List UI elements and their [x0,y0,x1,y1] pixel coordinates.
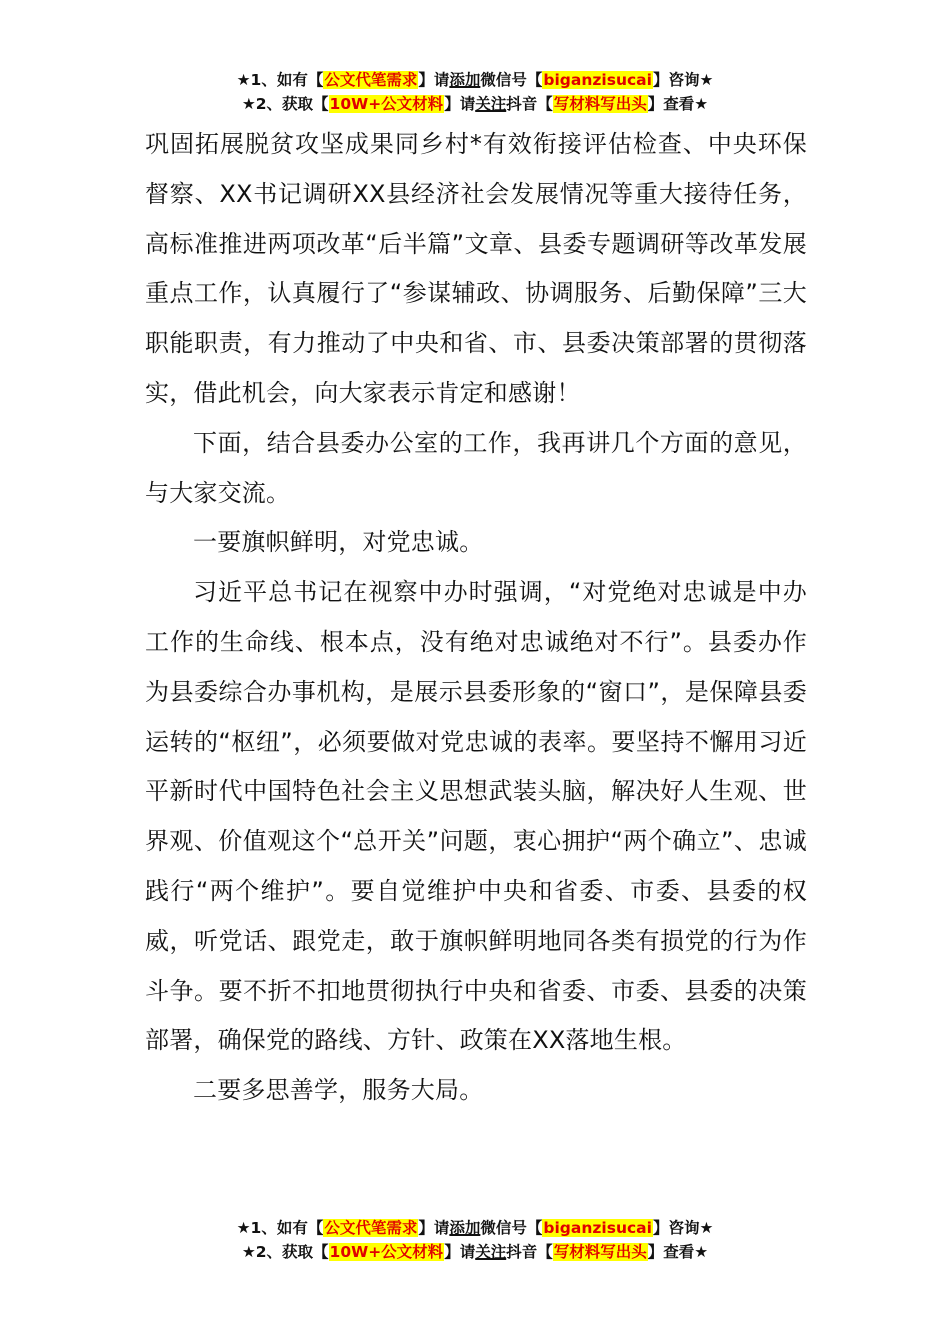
promo-line-2 [0,92,950,116]
promo-emphasis: 关注 [475,95,507,113]
promo-emphasis: 关注 [475,1243,507,1261]
section-heading: 一要旗帜鲜明，对党忠诚。 [193,528,484,557]
promo-text: 微信号【 [480,71,543,89]
promo-banner-top [0,68,950,116]
promo-text: 】查看★ [647,1243,709,1261]
promo-highlight: 10W+公文材料 [329,95,444,113]
section-heading: 二要多思善学，服务大局。 [193,1076,484,1105]
promo-text: 】请 [444,95,476,113]
promo-highlight: 公文代笔需求 [324,71,418,89]
promo-text: ★2、获取【 [241,95,329,113]
promo-text: 】咨询★ [652,71,714,89]
promo-highlight: 10W+公文材料 [329,1243,444,1261]
paragraph: 巩固拓展脱贫攻坚成果同乡村*有效衔接评估检查、中央环保督察、XX书记调研XX县经济社会发展情况等重大接待任务，高标准推进两项改革“后半篇”文章、县委专题调研等改革发展重点工作，认真履行了“参谋辅政、协调服务、后勤保障”三大职能职责，有力推动了中央和省、市、县委决策部署的贯彻落实，借此机会，向大家表示肯定和感谢！ [145,130,807,407]
promo-banner-bottom [0,1216,950,1264]
promo-text: ★1、如有【 [236,71,324,89]
document-body [145,120,807,1116]
promo-text: 】咨询★ [652,1219,714,1237]
promo-text: 】查看★ [647,95,709,113]
promo-text: ★2、获取【 [241,1243,329,1261]
promo-line-1 [0,68,950,92]
promo-emphasis: 添加 [449,1219,481,1237]
promo-line-2 [0,1240,950,1264]
promo-text: 】请 [418,71,450,89]
promo-highlight: biganzisucai [543,71,652,89]
promo-highlight: 写材料写出头 [553,95,647,113]
promo-highlight: biganzisucai [543,1219,652,1237]
promo-emphasis: 添加 [449,71,481,89]
promo-text: 抖音【 [506,1243,553,1261]
promo-text: 抖音【 [506,95,553,113]
promo-highlight: 写材料写出头 [553,1243,647,1261]
promo-text: 微信号【 [480,1219,543,1237]
promo-text: 】请 [418,1219,450,1237]
promo-text: 】请 [444,1243,476,1261]
paragraph: 下面，结合县委办公室的工作，我再讲几个方面的意见，与大家交流。 [145,428,807,507]
promo-highlight: 公文代笔需求 [324,1219,418,1237]
paragraph: 习近平总书记在视察中办时强调，“对党绝对忠诚是中办工作的生命线、根本点，没有绝对忠诚绝对不行”。县委办作为县委综合办事机构，是展示县委形象的“窗口”，是保障县委运转的“枢纽”，必须要做对党忠诚的表率。要坚持不懈用习近平新时代中国特色社会主义思想武装头脑，解决好人生观、世界观、价值观这个“总开关”问题，衷心拥护“两个确立”、忠诚践行“两个维护”。要自觉维护中央和省委、市委、县委的权威，听党话、跟党走，敢于旗帜鲜明地同各类有损党的行为作斗争。要不折不扣地贯彻执行中央和省委、市委、县委的决策部署，确保党的路线、方针、政策在XX落地生根。 [145,578,807,1055]
promo-line-1 [0,1216,950,1240]
promo-text: ★1、如有【 [236,1219,324,1237]
